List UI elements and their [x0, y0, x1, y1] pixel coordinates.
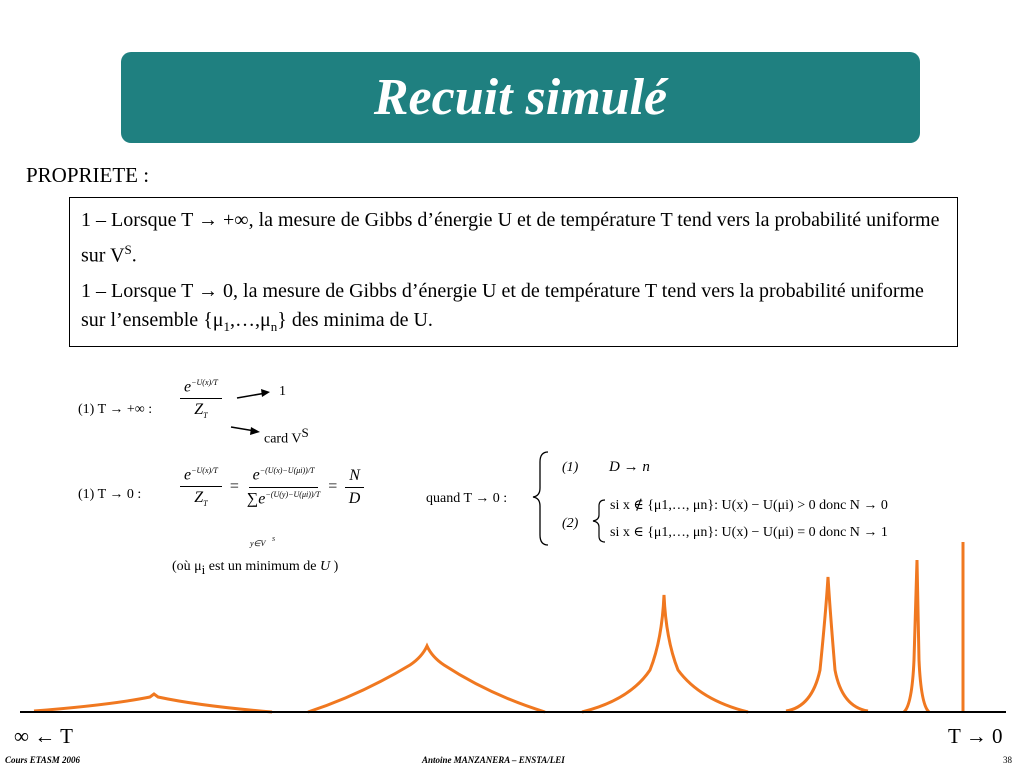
formula-1-fraction: $\frac{e^{-U(x)/T}}{Z_T}$ — [180, 378, 222, 421]
formula-2-expression: $\frac{e^{-U(x)/T}}{Z_T}$ = $\frac{e^{-(U(x)-U(\mu i))/T}}{\sum e^{-(U(y)-U(\mu i))/T}}$ = $\frac{N}{D}$ — [180, 466, 364, 509]
formula-1-label: (1) T → +∞ : — [78, 402, 153, 417]
case-1-label: (1) — [562, 460, 579, 475]
section-label: PROPRIETE : — [26, 163, 150, 187]
footer-course: Cours ETASM 2006 — [5, 755, 81, 765]
minimum-note: (où $\mu_i$ est un minimum de U ) — [172, 559, 339, 577]
formula-2-label: (1) T → 0 : — [78, 487, 142, 502]
curve-4 — [786, 577, 868, 711]
case-2-line-2: si x ∈ {μ1,…, μn}: U(x) − U(μi) = 0 donc N → 1 — [610, 525, 888, 540]
curve-5 — [904, 560, 929, 712]
slide-title: Recuit simulé — [373, 69, 668, 126]
curve-3 — [582, 595, 748, 712]
formula-1-limit-top: 1 — [279, 384, 286, 399]
quand-label: quand T → 0 : — [426, 491, 508, 506]
case-2-line-1: si x ∉ {μ1,…, μn}: U(x) − U(μi) > 0 donc N → 0 — [610, 498, 888, 513]
curve-1 — [34, 694, 272, 712]
curve-2 — [308, 646, 545, 712]
big-brace — [533, 452, 548, 545]
page-number: 38 — [1003, 755, 1012, 765]
axis-left-label: ∞ ← T — [14, 724, 73, 748]
sum-index: y∈V — [250, 539, 266, 548]
footer-author: Antoine MANZANERA – ENSTA/LEI — [422, 755, 565, 765]
axis-right-label: T → 0 — [948, 724, 1003, 748]
property-item-1: 1 – Lorsque T → +∞, la mesure de Gibbs d’énergie U et de température T tend vers la probabilité uniforme sur $V^S$. — [81, 209, 940, 267]
case-2-label: (2) — [562, 516, 579, 531]
arrow-to-1 — [237, 389, 270, 398]
small-brace — [593, 500, 605, 542]
formula-1-limit-bottom: card $V^S$ — [264, 425, 309, 447]
arrow-to-card — [231, 427, 260, 435]
sum-index-sup: S — [272, 537, 275, 543]
temperature-curves — [34, 542, 963, 712]
property-item-2: 1 – Lorsque T → 0, la mesure de Gibbs d’énergie U et de température T tend vers la probabilité uniforme sur l’ensemble $\{\mu_1,\dots,\mu_n\}$ des minima de U. — [81, 279, 924, 334]
case-1-expression: D → n — [609, 459, 650, 475]
